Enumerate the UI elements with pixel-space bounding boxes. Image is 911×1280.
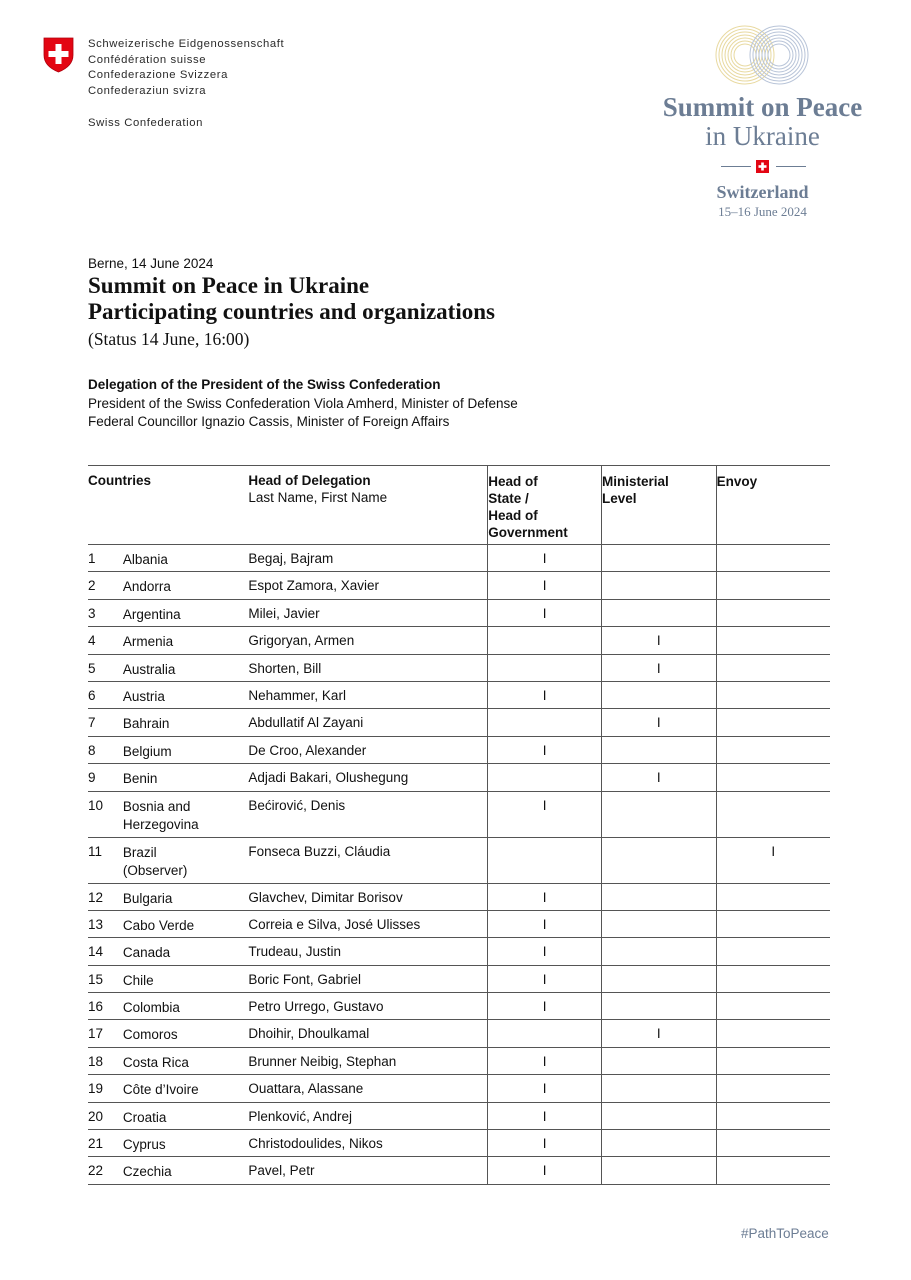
summit-rings-logo-icon — [712, 24, 812, 86]
row-number: 13 — [88, 916, 104, 932]
row-head-of-delegation: Shorten, Bill — [248, 660, 322, 676]
swiss-coat-of-arms-icon — [43, 37, 74, 73]
country-line: Chile — [122, 972, 154, 988]
confederation-languages — [88, 37, 284, 100]
table-row — [88, 599, 830, 626]
row-number: 1 — [88, 551, 96, 566]
row-number: 8 — [88, 742, 96, 758]
country-line: Herzegovina — [122, 817, 199, 833]
row-number: 10 — [88, 797, 104, 813]
row-country — [123, 1047, 249, 1074]
row-head-of-delegation: Abdullatif Al Zayani — [248, 715, 364, 731]
row-envoy-mark — [716, 1102, 830, 1129]
delegation-heading: Delegation of the President of the Swiss Confederation — [88, 377, 441, 392]
confederation-english: Swiss Confederation — [88, 117, 204, 129]
language-name: Confédération suisse — [88, 53, 207, 66]
row-ministerial-mark — [601, 965, 716, 992]
country-line: Colombia — [122, 1000, 180, 1016]
row-head-of-state-mark — [488, 837, 602, 883]
country-line: Comoros — [122, 1027, 178, 1043]
row-ministerial-mark: I — [601, 764, 716, 791]
header-head-of-state — [488, 466, 602, 545]
row-number: 22 — [88, 1163, 104, 1179]
row-head-of-state-mark: I — [488, 599, 602, 626]
row-ministerial-mark — [601, 681, 716, 708]
header-line: State / — [488, 491, 529, 506]
row-envoy-mark — [716, 791, 830, 837]
row-envoy-mark — [716, 1157, 830, 1184]
row-head-of-delegation: Nehammer, Karl — [248, 687, 346, 703]
row-head-of-delegation: De Croo, Alexander — [248, 742, 367, 758]
table-row — [88, 627, 830, 654]
row-envoy-mark — [716, 883, 830, 910]
country-line: Australia — [122, 661, 176, 677]
row-head-of-state-mark: I — [488, 993, 602, 1020]
header-ministerial — [601, 466, 716, 545]
row-ministerial-mark — [601, 938, 716, 965]
row-number: 19 — [88, 1081, 104, 1097]
row-envoy-mark: I — [716, 837, 830, 883]
row-ministerial-mark — [601, 1157, 716, 1184]
participants-table — [88, 465, 830, 1185]
table-row — [88, 938, 830, 965]
row-country — [123, 599, 249, 626]
row-country — [123, 1102, 249, 1129]
row-ministerial-mark — [601, 1047, 716, 1074]
row-country — [123, 1130, 249, 1157]
country-line: Austria — [122, 688, 165, 704]
table-row — [88, 736, 830, 763]
row-head-of-delegation: Milei, Javier — [248, 605, 320, 621]
country-line: Cabo Verde — [122, 917, 195, 933]
row-ministerial-mark: I — [601, 654, 716, 681]
row-ministerial-mark — [601, 837, 716, 883]
table-header-row — [88, 466, 830, 545]
row-head-of-state-mark: I — [488, 965, 602, 992]
row-number: 4 — [88, 633, 96, 649]
row-ministerial-mark: I — [601, 1020, 716, 1047]
header-line: Head of — [488, 474, 538, 489]
row-ministerial-mark — [601, 572, 716, 599]
header-line: Head of — [488, 508, 538, 523]
row-envoy-mark — [716, 965, 830, 992]
row-country — [123, 1157, 249, 1184]
summit-logo-dates: 15–16 June 2024 — [718, 204, 807, 219]
row-envoy-mark — [716, 1047, 830, 1074]
row-head-of-state-mark — [488, 627, 602, 654]
country-line: Armenia — [122, 634, 174, 650]
country-line: Andorra — [122, 579, 171, 595]
row-number: 21 — [88, 1136, 104, 1152]
row-head-of-delegation: Boric Font, Gabriel — [248, 971, 361, 987]
row-number: 20 — [88, 1108, 104, 1124]
row-number: 11 — [88, 843, 103, 859]
row-head-of-delegation: Grigoryan, Armen — [248, 633, 355, 649]
table-row — [88, 1157, 830, 1184]
row-head-of-delegation: Petro Urrego, Gustavo — [248, 999, 384, 1015]
row-ministerial-mark — [601, 1075, 716, 1102]
country-line: Bulgaria — [122, 890, 173, 906]
country-line: Belgium — [122, 743, 172, 759]
header-line: Government — [488, 525, 568, 540]
country-line: Cyprus — [122, 1137, 166, 1153]
row-number: 9 — [88, 770, 96, 786]
row-country — [123, 1075, 249, 1102]
language-name: Confederazione Svizzera — [88, 69, 229, 82]
row-head-of-delegation: Pavel, Petr — [248, 1163, 315, 1179]
row-head-of-delegation: Correia e Silva, José Ulisses — [248, 916, 421, 932]
country-line: Benin — [122, 771, 158, 787]
row-envoy-mark — [716, 938, 830, 965]
title-line: Participating countries and organizations — [88, 299, 495, 324]
table-row — [88, 545, 830, 572]
table-row — [88, 764, 830, 791]
row-number: 18 — [88, 1053, 104, 1069]
title-line: Summit on Peace in Ukraine — [88, 273, 370, 298]
country-line: Albania — [122, 552, 168, 567]
row-head-of-delegation: Ouattara, Alassane — [248, 1081, 364, 1097]
language-name: Schweizerische Eidgenossenschaft — [88, 38, 285, 50]
row-ministerial-mark — [601, 883, 716, 910]
row-number: 2 — [88, 578, 96, 594]
summit-logo-title — [640, 92, 885, 150]
country-line: Costa Rica — [122, 1054, 189, 1070]
row-country — [123, 736, 249, 763]
row-country — [123, 883, 249, 910]
row-number: 3 — [88, 605, 96, 621]
header-hod-title: Head of Delegation — [248, 473, 371, 488]
row-country — [123, 764, 249, 791]
header-head-of-delegation — [248, 466, 487, 545]
row-head-of-state-mark: I — [488, 736, 602, 763]
country-line: Canada — [122, 945, 171, 961]
row-envoy-mark — [716, 599, 830, 626]
row-ministerial-mark — [601, 993, 716, 1020]
row-envoy-mark — [716, 736, 830, 763]
row-head-of-state-mark — [488, 764, 602, 791]
table-row — [88, 681, 830, 708]
row-head-of-state-mark: I — [488, 1157, 602, 1184]
row-head-of-state-mark: I — [488, 1075, 602, 1102]
row-head-of-delegation: Dhoihir, Dhoulkamal — [248, 1026, 370, 1042]
row-ministerial-mark — [601, 1130, 716, 1157]
row-ministerial-mark — [601, 599, 716, 626]
row-country — [123, 910, 249, 937]
country-line: Bahrain — [122, 716, 170, 732]
row-ministerial-mark: I — [601, 709, 716, 736]
row-head-of-state-mark: I — [488, 883, 602, 910]
document-title — [88, 273, 495, 325]
row-country — [123, 965, 249, 992]
header-hod-sub: Last Name, First Name — [248, 490, 388, 505]
row-head-of-state-mark — [488, 709, 602, 736]
header-countries: Countries — [88, 473, 152, 488]
row-head-of-state-mark: I — [488, 1102, 602, 1129]
summit-logo-line1: Summit on Peace — [662, 92, 863, 122]
table-row — [88, 709, 830, 736]
row-envoy-mark — [716, 654, 830, 681]
row-number: 16 — [88, 999, 104, 1015]
row-envoy-mark — [716, 545, 830, 572]
row-number: 12 — [88, 889, 104, 905]
row-head-of-delegation: Plenković, Andrej — [248, 1108, 352, 1124]
summit-logo-line2: in Ukraine — [705, 121, 820, 151]
row-ministerial-mark — [601, 545, 716, 572]
row-head-of-state-mark: I — [488, 910, 602, 937]
row-ministerial-mark — [601, 1102, 716, 1129]
row-number: 14 — [88, 944, 104, 960]
row-head-of-delegation: Christodoulides, Nikos — [248, 1136, 383, 1152]
table-row — [88, 837, 830, 883]
country-line: Brazil — [122, 844, 157, 860]
row-country — [123, 709, 249, 736]
row-envoy-mark — [716, 1020, 830, 1047]
delegation-line: Federal Councillor Ignazio Cassis, Minister of Foreign Affairs — [88, 414, 450, 429]
summit-logo-country: Switzerland — [716, 182, 809, 202]
table-row — [88, 1075, 830, 1102]
row-head-of-delegation: Adjadi Bakari, Olushegung — [248, 770, 409, 786]
delegation-line: President of the Swiss Confederation Viola Amherd, Minister of Defense — [88, 396, 518, 411]
row-head-of-delegation: Glavchev, Dimitar Borisov — [248, 889, 403, 905]
country-line: Czechia — [122, 1164, 172, 1180]
row-envoy-mark — [716, 1075, 830, 1102]
row-number: 7 — [88, 715, 96, 731]
country-line: Bosnia and — [122, 798, 191, 814]
row-ministerial-mark — [601, 910, 716, 937]
table-row — [88, 965, 830, 992]
row-envoy-mark — [716, 709, 830, 736]
row-head-of-delegation: Fonseca Buzzi, Cláudia — [248, 843, 391, 859]
row-number: 15 — [88, 971, 104, 987]
header-line: Ministerial — [601, 474, 669, 489]
table-row — [88, 1047, 830, 1074]
table-row — [88, 993, 830, 1020]
country-line: Côte d’Ivoire — [122, 1082, 199, 1098]
row-ministerial-mark — [601, 791, 716, 837]
row-country — [123, 993, 249, 1020]
table-row — [88, 572, 830, 599]
row-country — [123, 654, 249, 681]
row-envoy-mark — [716, 681, 830, 708]
row-country — [123, 837, 249, 883]
row-envoy-mark — [716, 993, 830, 1020]
row-envoy-mark — [716, 627, 830, 654]
row-envoy-mark — [716, 910, 830, 937]
row-head-of-delegation: Espot Zamora, Xavier — [248, 578, 379, 594]
row-country — [123, 1020, 249, 1047]
row-head-of-state-mark: I — [488, 572, 602, 599]
row-head-of-delegation: Trudeau, Justin — [248, 944, 341, 960]
row-head-of-state-mark: I — [488, 1047, 602, 1074]
row-envoy-mark — [716, 1130, 830, 1157]
table-row — [88, 1102, 830, 1129]
row-country — [123, 627, 249, 654]
row-envoy-mark — [716, 572, 830, 599]
table-row — [88, 654, 830, 681]
row-head-of-delegation: Brunner Neibig, Stephan — [248, 1053, 397, 1069]
swiss-flag-icon — [756, 160, 769, 173]
table-row — [88, 910, 830, 937]
row-head-of-state-mark: I — [488, 1130, 602, 1157]
country-line: Argentina — [122, 606, 181, 622]
row-ministerial-mark — [601, 736, 716, 763]
table-row — [88, 883, 830, 910]
row-country — [123, 572, 249, 599]
row-country — [123, 545, 249, 572]
row-head-of-state-mark: I — [488, 791, 602, 837]
row-country — [123, 791, 249, 837]
hashtag: #PathToPeace — [741, 1226, 829, 1241]
country-line: Croatia — [122, 1109, 167, 1125]
header-line: Level — [601, 491, 637, 506]
dateline: Berne, 14 June 2024 — [88, 256, 214, 271]
row-country — [123, 681, 249, 708]
row-head-of-state-mark: I — [488, 938, 602, 965]
row-envoy-mark — [716, 764, 830, 791]
table-row — [88, 791, 830, 837]
row-head-of-state-mark — [488, 1020, 602, 1047]
status-line: (Status 14 June, 16:00) — [88, 329, 250, 349]
row-number: 17 — [88, 1026, 104, 1042]
row-head-of-delegation: Bećirović, Denis — [248, 797, 346, 813]
language-name: Confederaziun svizra — [88, 85, 207, 98]
table-row — [88, 1020, 830, 1047]
header-envoy: Envoy — [716, 466, 830, 545]
table-row — [88, 1130, 830, 1157]
row-number: 5 — [88, 660, 96, 676]
row-head-of-state-mark — [488, 654, 602, 681]
row-country — [123, 938, 249, 965]
country-line: (Observer) — [122, 863, 188, 879]
row-ministerial-mark: I — [601, 627, 716, 654]
row-number: 6 — [88, 687, 96, 703]
row-head-of-state-mark: I — [488, 545, 602, 572]
row-head-of-delegation: Begaj, Bajram — [248, 551, 334, 566]
row-head-of-state-mark: I — [488, 681, 602, 708]
